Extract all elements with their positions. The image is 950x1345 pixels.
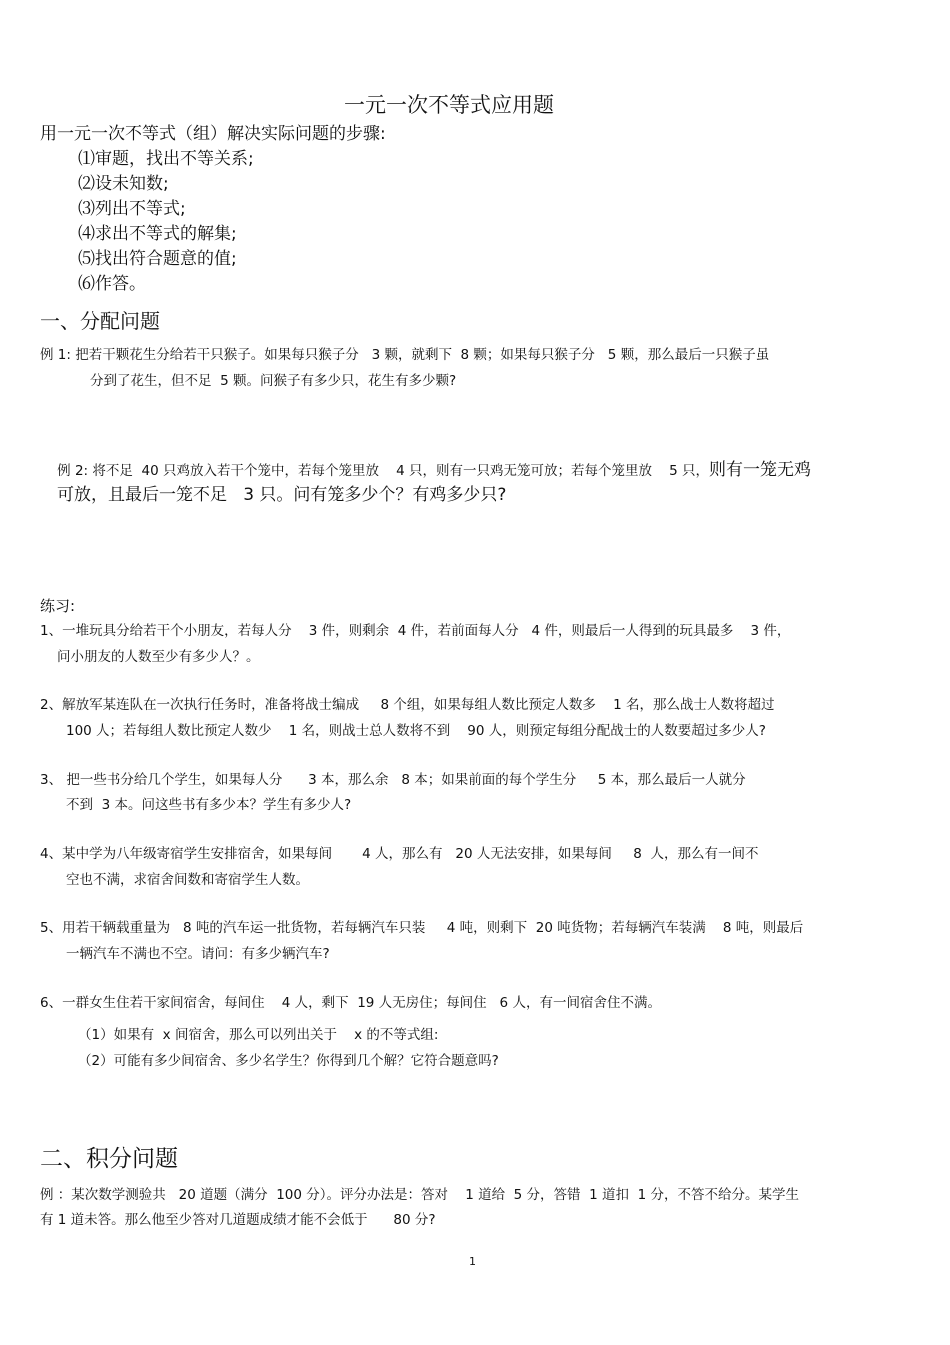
exercise-line: 100 人；若每组人数比预定人数少 1 名，则战士总人数将不到 90 人，则预定每组分配战士的人数要超过多少人? — [66, 723, 766, 739]
section-heading-allocation: 一、分配问题 — [40, 309, 160, 333]
exercise-line: 6、一群女生住若干家间宿舍，每间住 4 人，剩下 19 人无房住；每间住 6 人，有一间宿舍住不满。 — [40, 995, 661, 1011]
exercise-line: 2、解放军某连队在一次执行任务时，准备将战士编成 8 个组，如果每组人数比预定人数多 1 名，那么战士人数将超过 — [40, 697, 775, 713]
exercise-line: 3、 把一些书分给几个学生，如果每人分 3 本，那么余 8 本；如果前面的每个学生分 5 本，那么最后一人就分 — [40, 772, 746, 788]
example-1-line: 例 1: 把若干颗花生分给若干只猴子。如果每只猴子分 3 颗，就剩下 8 颗；如果每只猴子分 5 颗，那么最后一只猴子虽 — [40, 347, 770, 363]
section-heading-scoring: 二、积分问题 — [40, 1146, 178, 1172]
exercise-subquestion: （2）可能有多少间宿舍、多少名学生？你得到几个解？它符合题意吗? — [78, 1053, 499, 1069]
practice-label: 练习: — [40, 597, 76, 615]
page-number: 1 — [469, 1255, 476, 1268]
step-item: ⑹作答。 — [78, 274, 146, 294]
exercise-line: 4、某中学为八年级寄宿学生安排宿舍，如果每间 4 人，那么有 20 人无法安排，如果每间 8 人，那么有一间不 — [40, 846, 759, 862]
step-item: ⑴审题，找出不等关系; — [78, 149, 254, 169]
exercise-line: 空也不满，求宿舍间数和寄宿学生人数。 — [66, 872, 309, 888]
scoring-example-line: 例 ：某次数学测验共 20 道题（满分 100 分）。评分办法是：答对 1 道给 5 分，答错 1 道扣 1 分，不答不给分。某学生 — [40, 1187, 799, 1203]
example-2-text-large: 则有一笼无鸡 — [709, 459, 812, 480]
scoring-example-line: 有 1 道未答。那么他至少答对几道题成绩才能不会低于 80 分? — [40, 1212, 436, 1228]
exercise-subquestion: （1）如果有 x 间宿舍，那么可以列出关于 x 的不等式组: — [78, 1027, 439, 1043]
example-2-text: 例 2: 将不足 40 只鸡放入若干个笼中，若每个笼里放 4 只，则有一只鸡无笼可放；若每个笼里放 5 只， — [57, 462, 710, 479]
step-item: ⑸找出符合题意的值; — [78, 249, 237, 269]
page-title: 一元一次不等式应用题 — [344, 93, 554, 117]
exercise-line: 不到 3 本。问这些书有多少本？学生有多少人? — [66, 797, 352, 813]
example-1-line: 分到了花生，但不足 5 颗。问猴子有多少只，花生有多少颗? — [90, 373, 457, 389]
exercise-line: 5、用若干辆载重量为 8 吨的汽车运一批货物，若每辆汽车只装 4 吨，则剩下 20 吨货物；若每辆汽车装满 8 吨，则最后 — [40, 920, 804, 936]
example-2-line: 可放，且最后一笼不足 3 只。问有笼多少个？有鸡多少只? — [57, 485, 507, 505]
exercise-line: 一辆汽车不满也不空。请问：有多少辆汽车? — [66, 946, 330, 962]
step-item: ⑷求出不等式的解集; — [78, 224, 237, 244]
exercise-line: 1、一堆玩具分给若干个小朋友，若每人分 3 件，则剩余 4 件，若前面每人分 4 件，则最后一人得到的玩具最多 3 件， — [40, 623, 791, 639]
steps-intro: 用一元一次不等式（组）解决实际问题的步骤: — [40, 124, 386, 144]
step-item: ⑶列出不等式; — [78, 199, 186, 219]
exercise-line: 问小朋友的人数至少有多少人？。 — [57, 649, 260, 665]
step-item: ⑵设未知数; — [78, 174, 169, 194]
